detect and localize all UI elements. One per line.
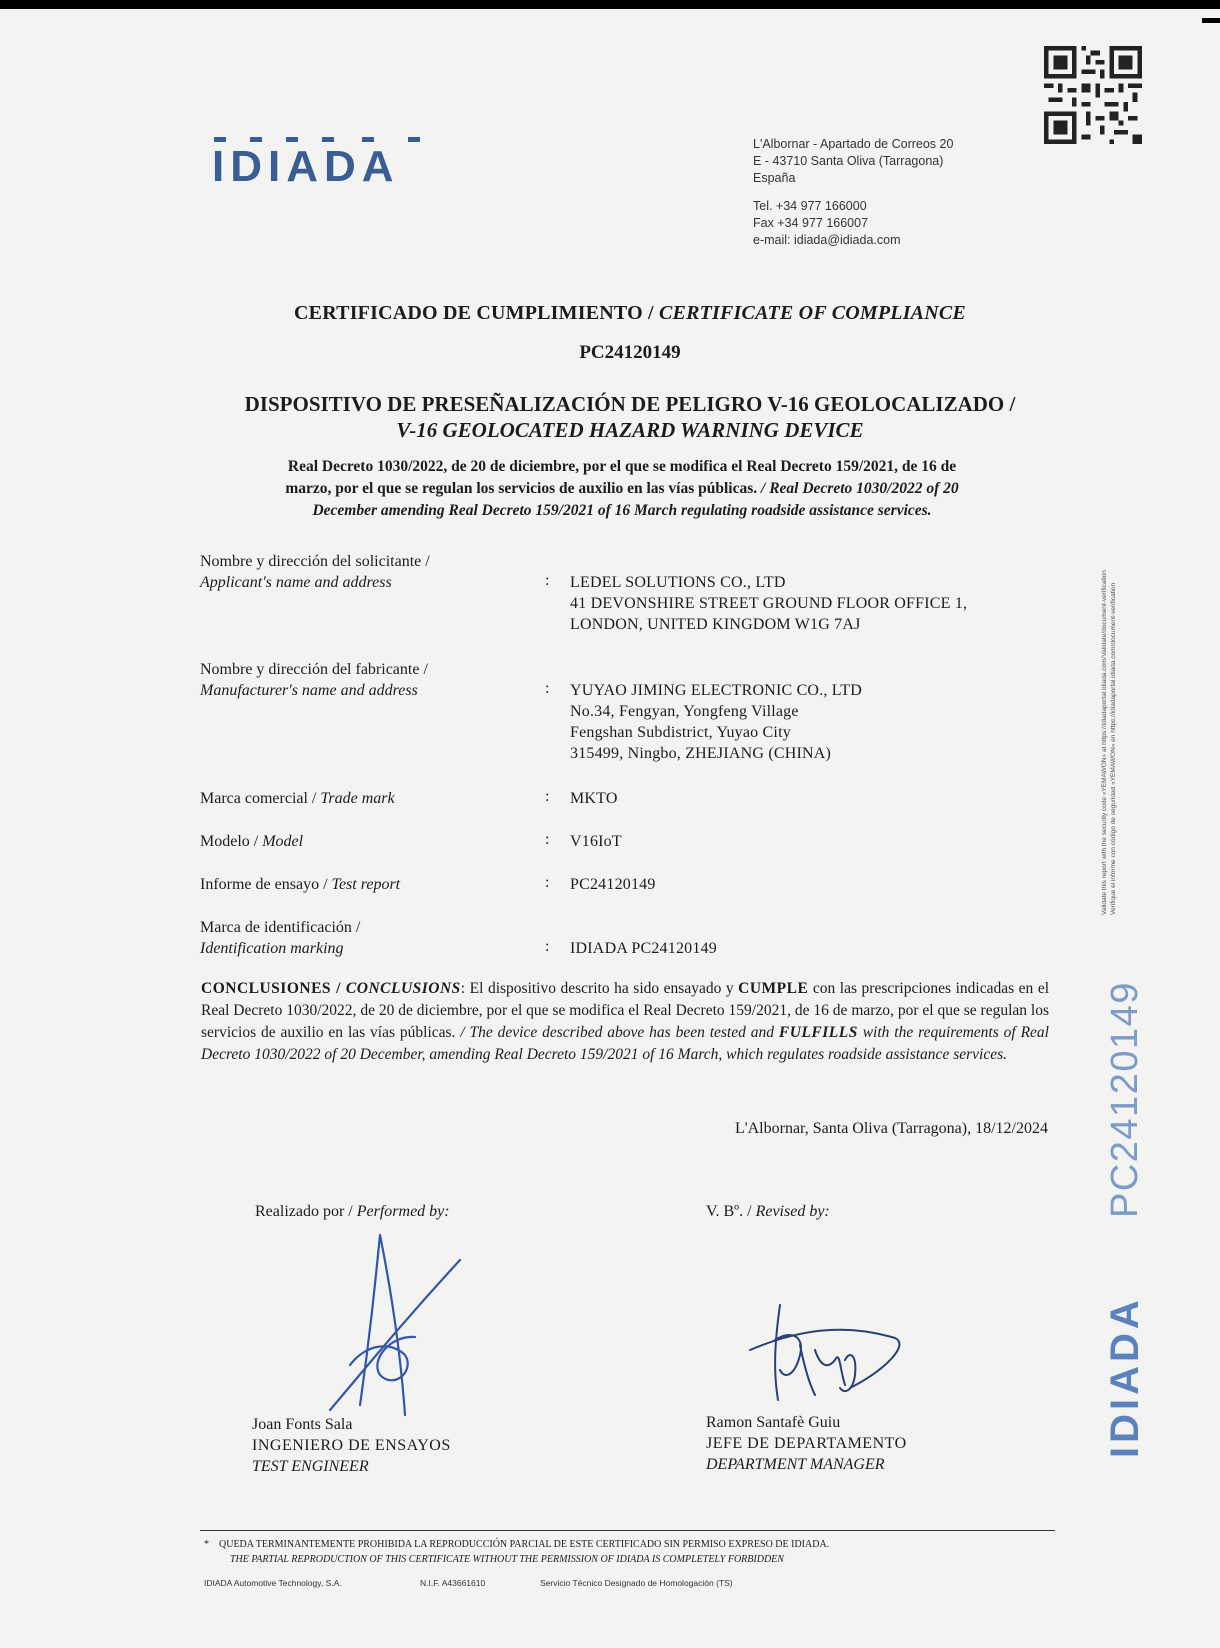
test-report-colon: : (545, 874, 550, 891)
identification-value: IDIADA PC24120149 (570, 940, 717, 957)
manufacturer-colon: : (545, 680, 550, 697)
decree-reference (212, 456, 1032, 522)
identification-label: Marca de identificación / Identification marking (200, 919, 361, 957)
logo-text: IDIADA (212, 142, 400, 191)
top-edge-bar (0, 0, 1220, 9)
address-line: España (753, 171, 796, 185)
applicant-colon: : (545, 572, 550, 589)
certificate-number: PC24120149 (579, 342, 681, 363)
manufacturer-label: Nombre y dirección del fabricante / Manufacturer's name and address (200, 661, 428, 699)
applicant-value: LEDEL SOLUTIONS CO., LTD 41 DEVONSHIRE STREET GROUND FLOOR OFFICE 1, LONDON, UNITED KINGDOM W1G 7AJ (570, 574, 968, 633)
decree-line: Real Decreto 1030/2022, de 20 de diciembre, por el que se modifica el Real Decreto 159/2021, de 16 de (287, 458, 957, 475)
conclusions-heading-es: CONCLUSIONES (201, 980, 332, 997)
decree-line: December amending Real Decreto 159/2021 of 16 March regulating roadside assistance services. (312, 502, 932, 519)
footer-company: IDIADA Automotive Technology, S.A. (204, 1578, 342, 1588)
signatory-role-es: INGENIERO DE ENSAYOS (252, 1437, 451, 1454)
conclusion-result-en: FULFILLS (778, 1024, 858, 1041)
address-line: E - 43710 Santa Oliva (Tarragona) (753, 154, 944, 168)
footer-rule (200, 1530, 1055, 1531)
model-colon: : (545, 831, 550, 848)
idiada-logo (212, 137, 442, 191)
footer-service: Servicio Técnico Designado de Homologación (TS) (540, 1578, 733, 1588)
place-date: L'Albornar, Santa Oliva (Tarragona), 18/12/2024 (734, 1120, 1048, 1137)
certificate-title-en: CERTIFICATE OF COMPLIANCE (659, 302, 966, 324)
revised-by-signature (745, 1300, 920, 1415)
conclusions-heading-en: CONCLUSIONS (345, 980, 461, 997)
address-line: L'Albornar - Apartado de Correos 20 (753, 137, 954, 151)
model-label: Modelo / Model (200, 833, 304, 850)
performed-by-signatory (252, 1414, 451, 1477)
performed-by-signature (320, 1225, 480, 1425)
side-verification-note: Validate this report with the security code «YEMAWON» at https://idiadaportal.idiada.com/Validate/document-verification Verifique el informe con código de seguridad «YEMAWON» en https://idiadaportal.idiada.com/document-verification (1101, 570, 1117, 915)
contact-line: Tel. +34 977 166000 (753, 199, 867, 213)
model-value: V16IoT (570, 833, 622, 850)
contact-line: Fax +34 977 166007 (753, 216, 869, 230)
applicant-label: Nombre y dirección del solicitante / Applicant's name and address (200, 553, 430, 591)
side-idiada-logo: IDIADA (1103, 1296, 1147, 1458)
signatory-name: Joan Fonts Sala (252, 1416, 353, 1433)
revised-by-label: V. Bº. / Revised by: (706, 1203, 830, 1220)
trademark-colon: : (545, 788, 550, 805)
trademark-value: MKTO (570, 790, 618, 807)
company-address (753, 136, 1033, 249)
test-report-value: PC24120149 (570, 876, 656, 893)
qr-code-icon (1044, 46, 1142, 144)
signatory-role-es: JEFE DE DEPARTAMENTO (706, 1435, 907, 1452)
conclusions-paragraph: CONCLUSIONES / CONCLUSIONS: El dispositivo descrito ha sido ensayado y CUMPLE con las prescripciones indicadas en el Real Decreto 1030/2022, de 20 de diciembre, por el que se modifica el Real Decreto 159/2021, de 16 de marzo, por el que se regulan los servicios de auxilio en las vías públicas. / The device described above has been tested and FULFILLS with the requirements of Real Decreto 1030/2022 of 20 December, amending Real Decreto 159/2021 of 16 March, which regulates roadside assistance services. (201, 980, 1049, 1063)
contact-line: e-mail: idiada@idiada.com (753, 233, 901, 247)
side-certificate-number: PC24120149 (1104, 981, 1146, 1218)
signatory-name: Ramon Santafè Guiu (706, 1414, 841, 1431)
revised-by-signatory (706, 1412, 907, 1475)
performed-by-label: Realizado por / Performed by: (255, 1203, 450, 1220)
manufacturer-value: YUYAO JIMING ELECTRONIC CO., LTD No.34, Fengyan, Yongfeng Village Fengshan Subdistrict, Yuyao City 315499, Ningbo, ZHEJIANG (CHINA) (570, 682, 863, 762)
footer-notice-es: * QUEDA TERMINANTEMENTE PROHIBIDA LA REPRODUCCIÓN PARCIAL DE ESTE CERTIFICADO SIN PERMISO EXPRESO DE IDIADA. (204, 1539, 830, 1550)
device-title-es: DISPOSITIVO DE PRESEÑALIZACIÓN DE PELIGRO V-16 GEOLOCALIZADO / (244, 392, 1016, 416)
signatory-role-en: DEPARTMENT MANAGER (706, 1456, 885, 1473)
certificate-title-es: CERTIFICADO DE CUMPLIMIENTO / (294, 302, 654, 324)
signatory-role-en: TEST ENGINEER (252, 1458, 369, 1475)
footer-notice-en: THE PARTIAL REPRODUCTION OF THIS CERTIFICATE WITHOUT THE PERMISSION OF IDIADA IS COMPLETELY FORBIDDEN (230, 1554, 784, 1565)
device-title-en: V-16 GEOLOCATED HAZARD WARNING DEVICE (396, 418, 864, 442)
identification-colon: : (545, 938, 550, 955)
trademark-label: Marca comercial / Trade mark (200, 790, 395, 807)
test-report-label: Informe de ensayo / Test report (200, 876, 401, 893)
footer-nif: N.I.F. A43661610 (420, 1578, 486, 1588)
conclusion-result-es: CUMPLE (738, 980, 809, 997)
certificate-title (180, 302, 1080, 325)
decree-line: marzo, por el que se regulan los servicios de auxilio en las vías públicas. / Real Decreto 1030/2022 of 20 (285, 480, 959, 497)
top-edge-mark (1202, 18, 1220, 23)
